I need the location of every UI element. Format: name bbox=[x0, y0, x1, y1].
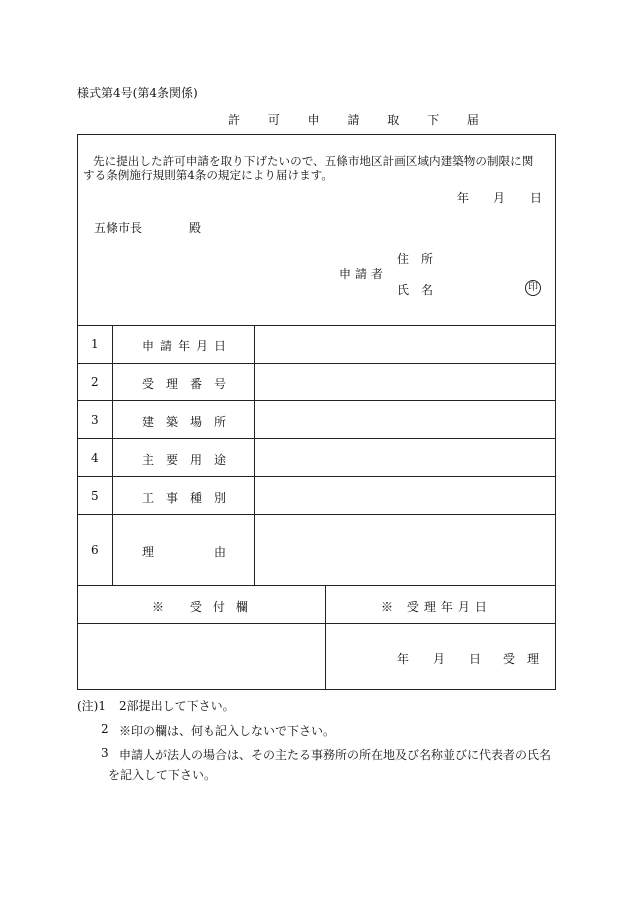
row-label: 建築場所 bbox=[142, 415, 239, 429]
row-label: 主要用途 bbox=[142, 453, 239, 467]
note-3-line1: 申請人が法人の場合は、その主たる事務所の所在地及び名称並びに代表者の氏名 bbox=[119, 748, 552, 762]
accepted-label: 受理 bbox=[503, 652, 552, 666]
note-2-number: 2 bbox=[101, 722, 109, 736]
note-3-number: 3 bbox=[101, 746, 109, 760]
reception-header: ※ 受付欄 bbox=[152, 600, 259, 614]
accept-day: 日 bbox=[469, 652, 482, 666]
name-label: 氏名 bbox=[397, 283, 446, 297]
note-prefix: (注)1 bbox=[77, 699, 106, 713]
seal-mark: 印 bbox=[525, 280, 541, 296]
note-3-line2: を記入して下さい。 bbox=[108, 768, 217, 782]
row-number: 6 bbox=[91, 543, 99, 557]
row-label: 申請年月日 bbox=[142, 339, 233, 353]
addressee: 五條市長 bbox=[94, 221, 143, 235]
body-text-line2: する条例施行規則第4条の規定により届けます。 bbox=[83, 168, 333, 182]
body-text-line1: 先に提出した許可申請を取り下げたいので、五條市地区計画区域内建築物の制限に関 bbox=[93, 154, 534, 168]
row-number: 4 bbox=[91, 451, 99, 465]
date-year: 年 bbox=[457, 191, 470, 205]
note-1: 2部提出して下さい。 bbox=[119, 699, 235, 713]
accept-month: 月 bbox=[433, 652, 446, 666]
form-title: 許 可 申 請 取 下 届 bbox=[228, 113, 491, 127]
honorific: 殿 bbox=[189, 221, 202, 235]
date-month: 月 bbox=[493, 191, 506, 205]
row-label: 受理番号 bbox=[142, 377, 239, 391]
row-label: 理由 bbox=[142, 545, 287, 559]
row-number: 5 bbox=[91, 489, 99, 503]
accept-year: 年 bbox=[397, 652, 410, 666]
accept-date-header: ※ 受理年月日 bbox=[381, 600, 492, 614]
row-label: 工事種別 bbox=[142, 491, 239, 505]
form-number: 様式第4号(第4条関係) bbox=[77, 86, 198, 100]
address-label: 住所 bbox=[397, 252, 446, 266]
applicant-label: 申請者 bbox=[339, 267, 388, 281]
date-day: 日 bbox=[530, 191, 543, 205]
row-number: 2 bbox=[91, 375, 99, 389]
note-2: ※印の欄は、何も記入しないで下さい。 bbox=[119, 724, 336, 738]
row-number: 1 bbox=[91, 337, 99, 351]
row-number: 3 bbox=[91, 413, 99, 427]
